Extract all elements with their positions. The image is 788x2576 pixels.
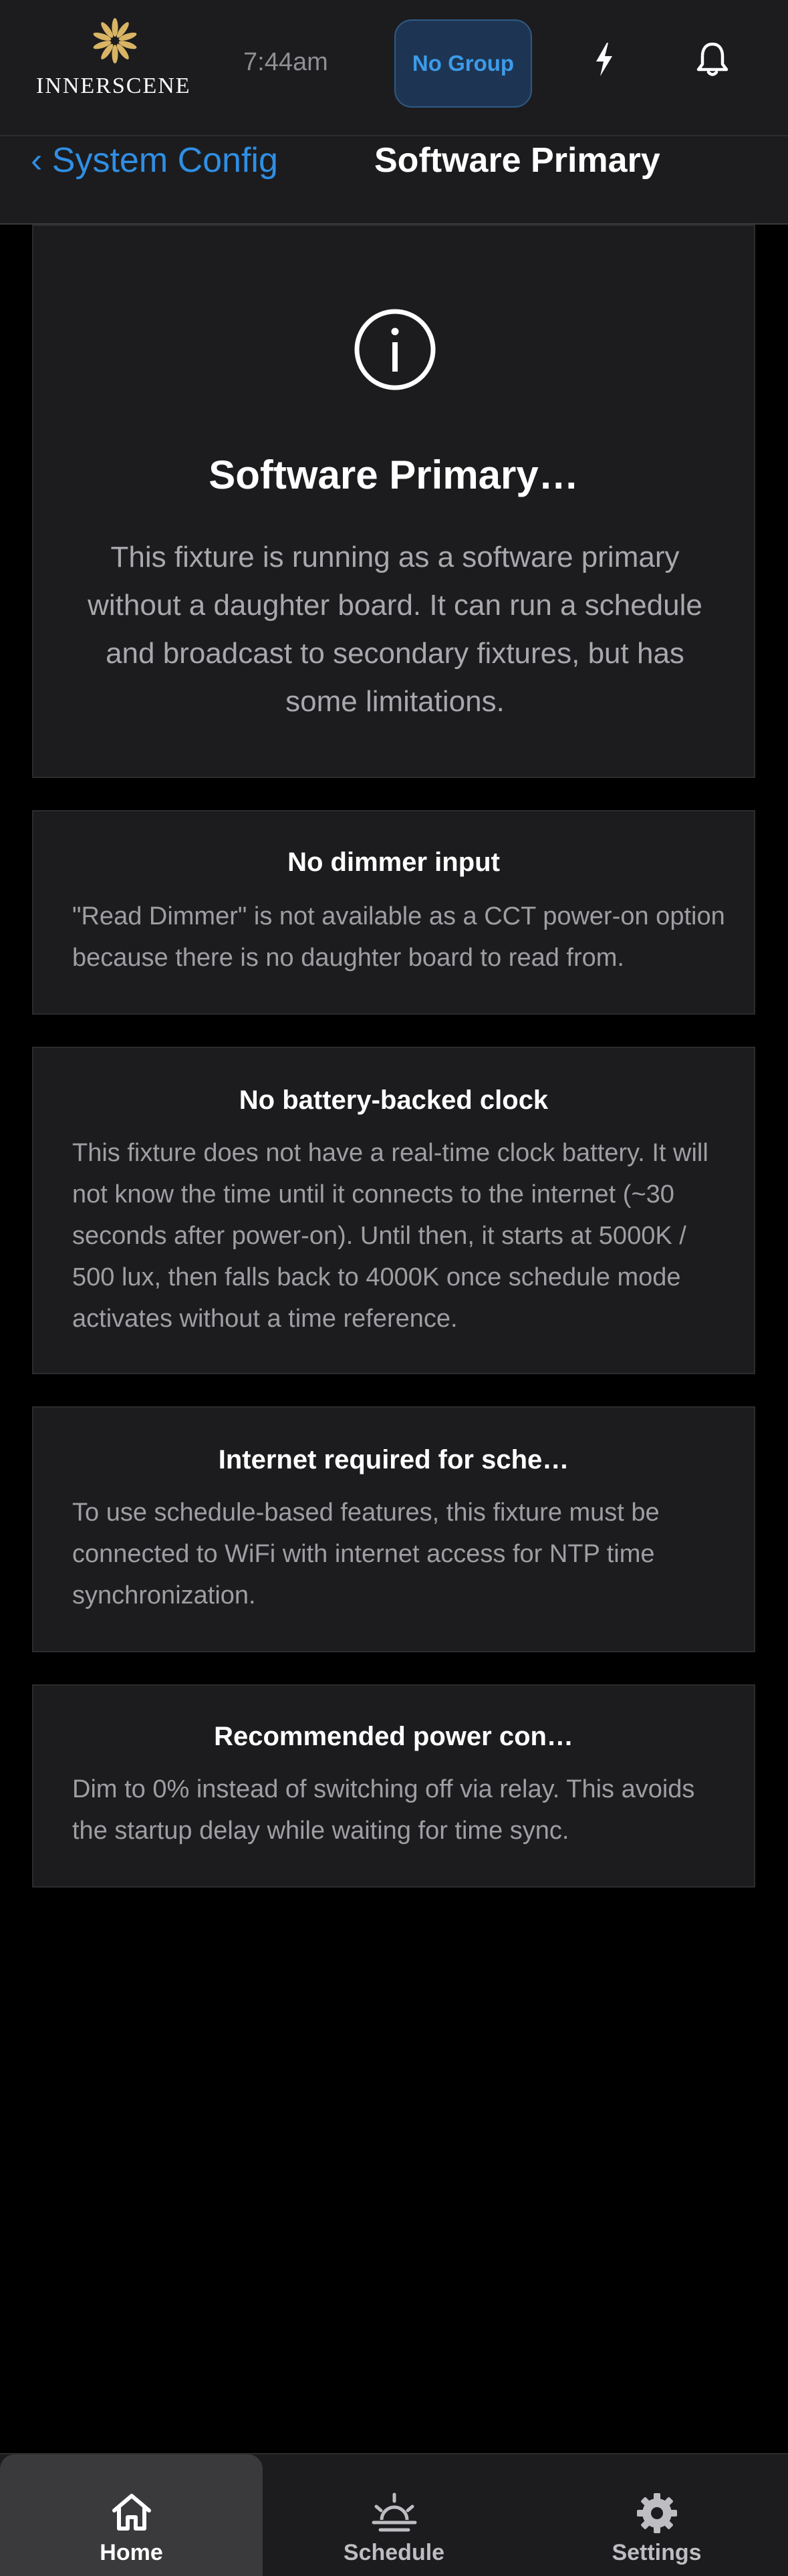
note-body: This fixture does not have a real-time clock battery. It will not know the time until it connects to the internet (~30 seconds after power-on). Until then, it starts at 5000K / 500 lux, then falls back to 4000K once schedule mode activates without a time reference. [72, 1139, 708, 1333]
sunrise-icon [371, 2492, 418, 2533]
back-button[interactable]: ‹ System Config [31, 141, 278, 180]
tab-label: Settings [612, 2540, 702, 2565]
note-title: Internet required for sche… [218, 1445, 569, 1474]
note-title: No battery-backed clock [239, 1085, 549, 1115]
hero-title: Software Primary… [209, 453, 579, 497]
tab-label: Schedule [343, 2540, 445, 2565]
note-card-internet [32, 1406, 755, 1652]
software-primary-info-card [32, 225, 755, 778]
sunburst-logo-icon [92, 15, 138, 67]
navigation-header [0, 136, 788, 225]
bell-icon[interactable] [695, 40, 730, 81]
note-title: No dimmer input [287, 848, 500, 877]
page-title: Software Primary [374, 141, 660, 180]
tab-home[interactable] [0, 2454, 263, 2576]
gear-icon [636, 2492, 678, 2535]
note-body: To use schedule-based features, this fixture must be connected to WiFi with internet access for NTP time synchronization. [72, 1499, 660, 1609]
tab-label: Home [100, 2540, 163, 2565]
note-body: Dim to 0% instead of switching off via relay. This avoids the startup delay while waiting for time sync. [72, 1775, 695, 1845]
note-card-dimmer [32, 810, 755, 1015]
note-card-clock [32, 1047, 755, 1374]
hero-description: This fixture is running as a software primary without a daughter board. It can run a schedule and broadcast to secondary fixtures, but has some limitations. [88, 541, 702, 718]
current-time: 7:44am [243, 48, 328, 76]
note-body: "Read Dimmer" is not available as a CCT power-on option because there is no daughter board to read from. [72, 902, 725, 972]
group-selector-button[interactable]: No Group [394, 19, 532, 108]
innerscene-logo[interactable] [36, 15, 190, 102]
lightning-icon[interactable] [592, 41, 616, 81]
logo-wordmark: INNERSCENE [36, 74, 191, 98]
tab-schedule[interactable] [263, 2454, 525, 2576]
info-icon [353, 307, 437, 395]
home-icon [110, 2492, 153, 2532]
tab-settings[interactable] [525, 2454, 788, 2576]
bottom-navigation [0, 2453, 788, 2576]
note-title: Recommended power con… [214, 1722, 573, 1751]
top-bar [0, 0, 788, 136]
note-card-power [32, 1684, 755, 1888]
